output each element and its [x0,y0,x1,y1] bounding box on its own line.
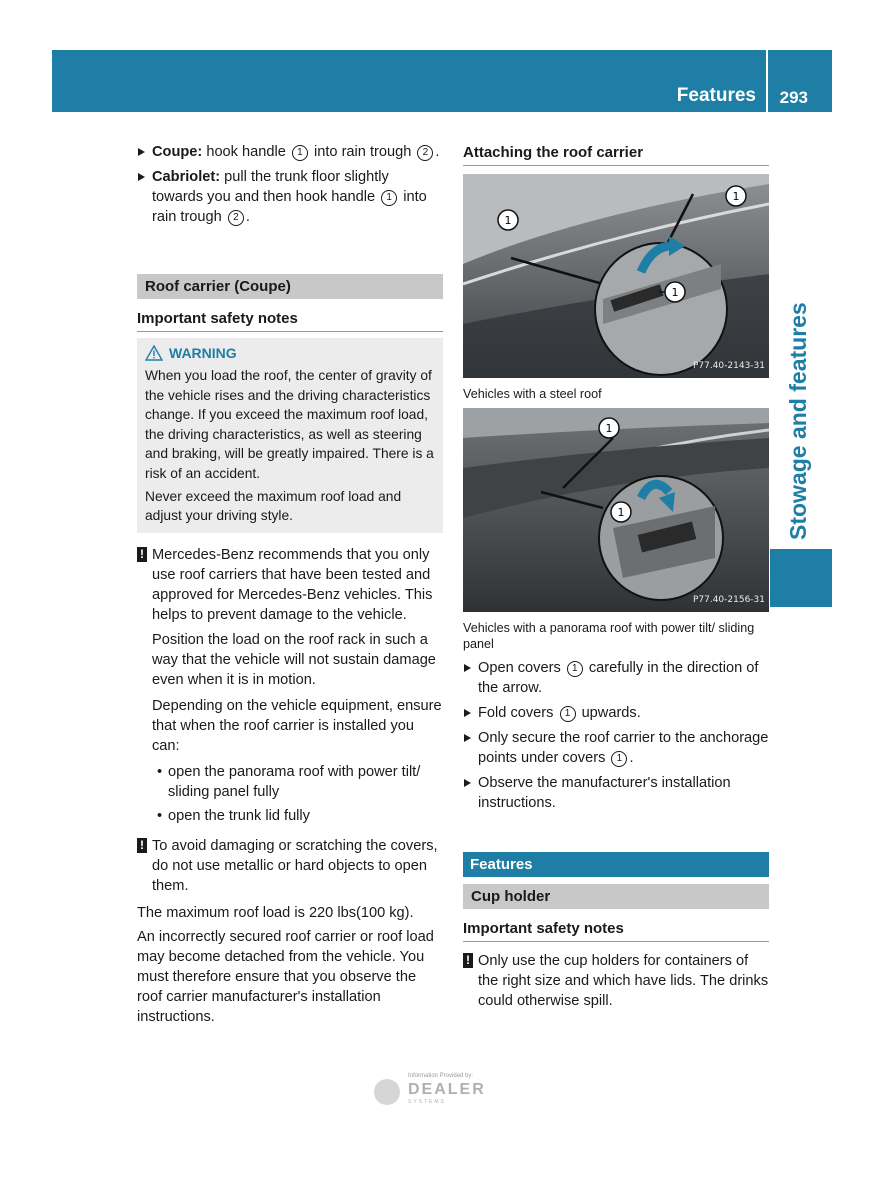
paragraph-incorrect-securing: An incorrectly secured roof carrier or roof load may become detached from the vehicle. You must therefore ensure that you observe the roof carrier manufacturer's installation instructions. [137,928,434,1025]
step-text: . [435,144,440,160]
step-observe-instructions [463,773,769,813]
note-paragraph: Depending on the vehicle equipment, ensure that when the roof carrier is installed you can: [152,697,442,754]
step-text: carefully in the direction of the arrow. [478,660,759,696]
warning-icon [145,345,163,361]
side-tab-block [770,549,832,607]
callout-number: 1 [292,145,308,161]
callout-number: 1 [381,190,397,206]
step-text: into rain trough [313,144,412,160]
callout-number: 1 [611,751,627,767]
note-text: Only use the cup holders for containers of the right size and which have lids. The drinks could otherwise spill. [478,953,769,1009]
step-text: . [245,209,250,225]
callout-number: 2 [417,145,433,161]
figure-caption: Vehicles with a steel roof [463,387,602,401]
step-text: Open covers [478,660,561,676]
caution-icon: ! [463,953,473,968]
section-cup-holder: Cup holder [463,884,769,909]
step-text: Only secure the roof carrier to the anchorage points under covers [478,730,769,766]
watermark-sub-text: SYSTEMS [408,1099,446,1105]
callout-number: 1 [605,422,613,435]
step-fold-covers [463,703,769,723]
note-approved-carriers [137,545,443,625]
step-text: Observe the manufacturer's installation instructions. [478,775,731,811]
caution-icon: ! [137,547,147,562]
subhead-safety-notes: Important safety notes [137,308,443,332]
callout-number: 1 [504,214,512,227]
page-number: 293 [779,88,808,107]
panorama-roof-illustration [463,408,769,612]
header-title: Features [676,85,756,106]
watermark-small-text: Information Provided by: [408,1073,474,1079]
subhead-attaching: Attaching the roof carrier [463,142,769,166]
step-lead: Coupe: [152,144,203,160]
warning-text: Never exceed the maximum roof load and adjust your driving style. [145,488,402,524]
step-secure-carrier [463,728,769,768]
warning-box [137,338,443,533]
step-cabriolet [137,167,443,227]
callout-number: 1 [567,661,583,677]
subhead-safety-notes-2: Important safety notes [463,918,769,942]
callout-number: 1 [617,506,625,519]
step-coupe [137,142,443,162]
note-covers [137,836,443,896]
callout-number: 1 [732,190,740,203]
callout-number: 1 [671,286,679,299]
watermark-big-text: DEALER [408,1081,486,1098]
right-column [463,142,769,1016]
left-column [137,142,443,1031]
note-text: Mercedes-Benz recommends that you only use roof carriers that have been tested and approved for Mercedes-Benz vehicles. This helps to prevent damage to the vehicle. [152,546,433,623]
section-features: Features [463,852,769,877]
callout-number: 2 [228,210,244,226]
figure-panorama-roof [463,408,769,612]
figure-caption: Vehicles with a panorama roof with power tilt/ sliding panel [463,621,755,651]
dealer-watermark [372,1073,508,1109]
step-text: into rain trough [152,189,427,225]
side-tab-label: Stowage and features [785,302,811,540]
header-divider [766,50,768,112]
steel-roof-illustration [463,174,769,378]
step-text: upwards. [581,705,641,721]
warning-title-text: WARNING [169,345,237,361]
warning-title [145,343,435,363]
step-text: . [629,750,634,766]
step-lead: Cabriolet: [152,169,221,185]
note-text: To avoid damaging or scratching the covers, do not use metallic or hard objects to open them. [152,837,438,894]
dealer-logo-icon [374,1079,400,1105]
step-text: Fold covers [478,705,554,721]
figure-steel-roof [463,174,769,378]
section-roof-carrier: Roof carrier (Coupe) [137,274,443,299]
caution-icon: ! [137,838,147,853]
paragraph-max-load: The maximum roof load is 220 lbs(100 kg). [137,904,414,921]
step-text: pull the trunk floor slightly towards you and then hook handle [152,169,389,205]
list-item: • open the panorama roof with power tilt/ sliding panel fully [152,762,443,802]
list-item: • open the trunk lid fully [152,806,443,826]
figure-code: P77.40-2156-31 [692,595,765,605]
step-open-covers [463,658,769,698]
callout-number: 1 [560,706,576,722]
figure-code: P77.40-2143-31 [692,361,765,371]
note-paragraph: Position the load on the roof rack in such a way that the vehicle will not sustain damage even when it is in motion. [152,631,436,688]
step-text: hook handle [206,144,286,160]
note-cup-holders [463,951,769,1011]
header-bar [52,50,832,112]
warning-text: When you load the roof, the center of gravity of the vehicle rises and the driving characteristics change. If you exceed the maximum roof load, the driving characteristics, as well as steering and braking, will be greatly impaired. There is a risk of an accident. [145,368,434,481]
